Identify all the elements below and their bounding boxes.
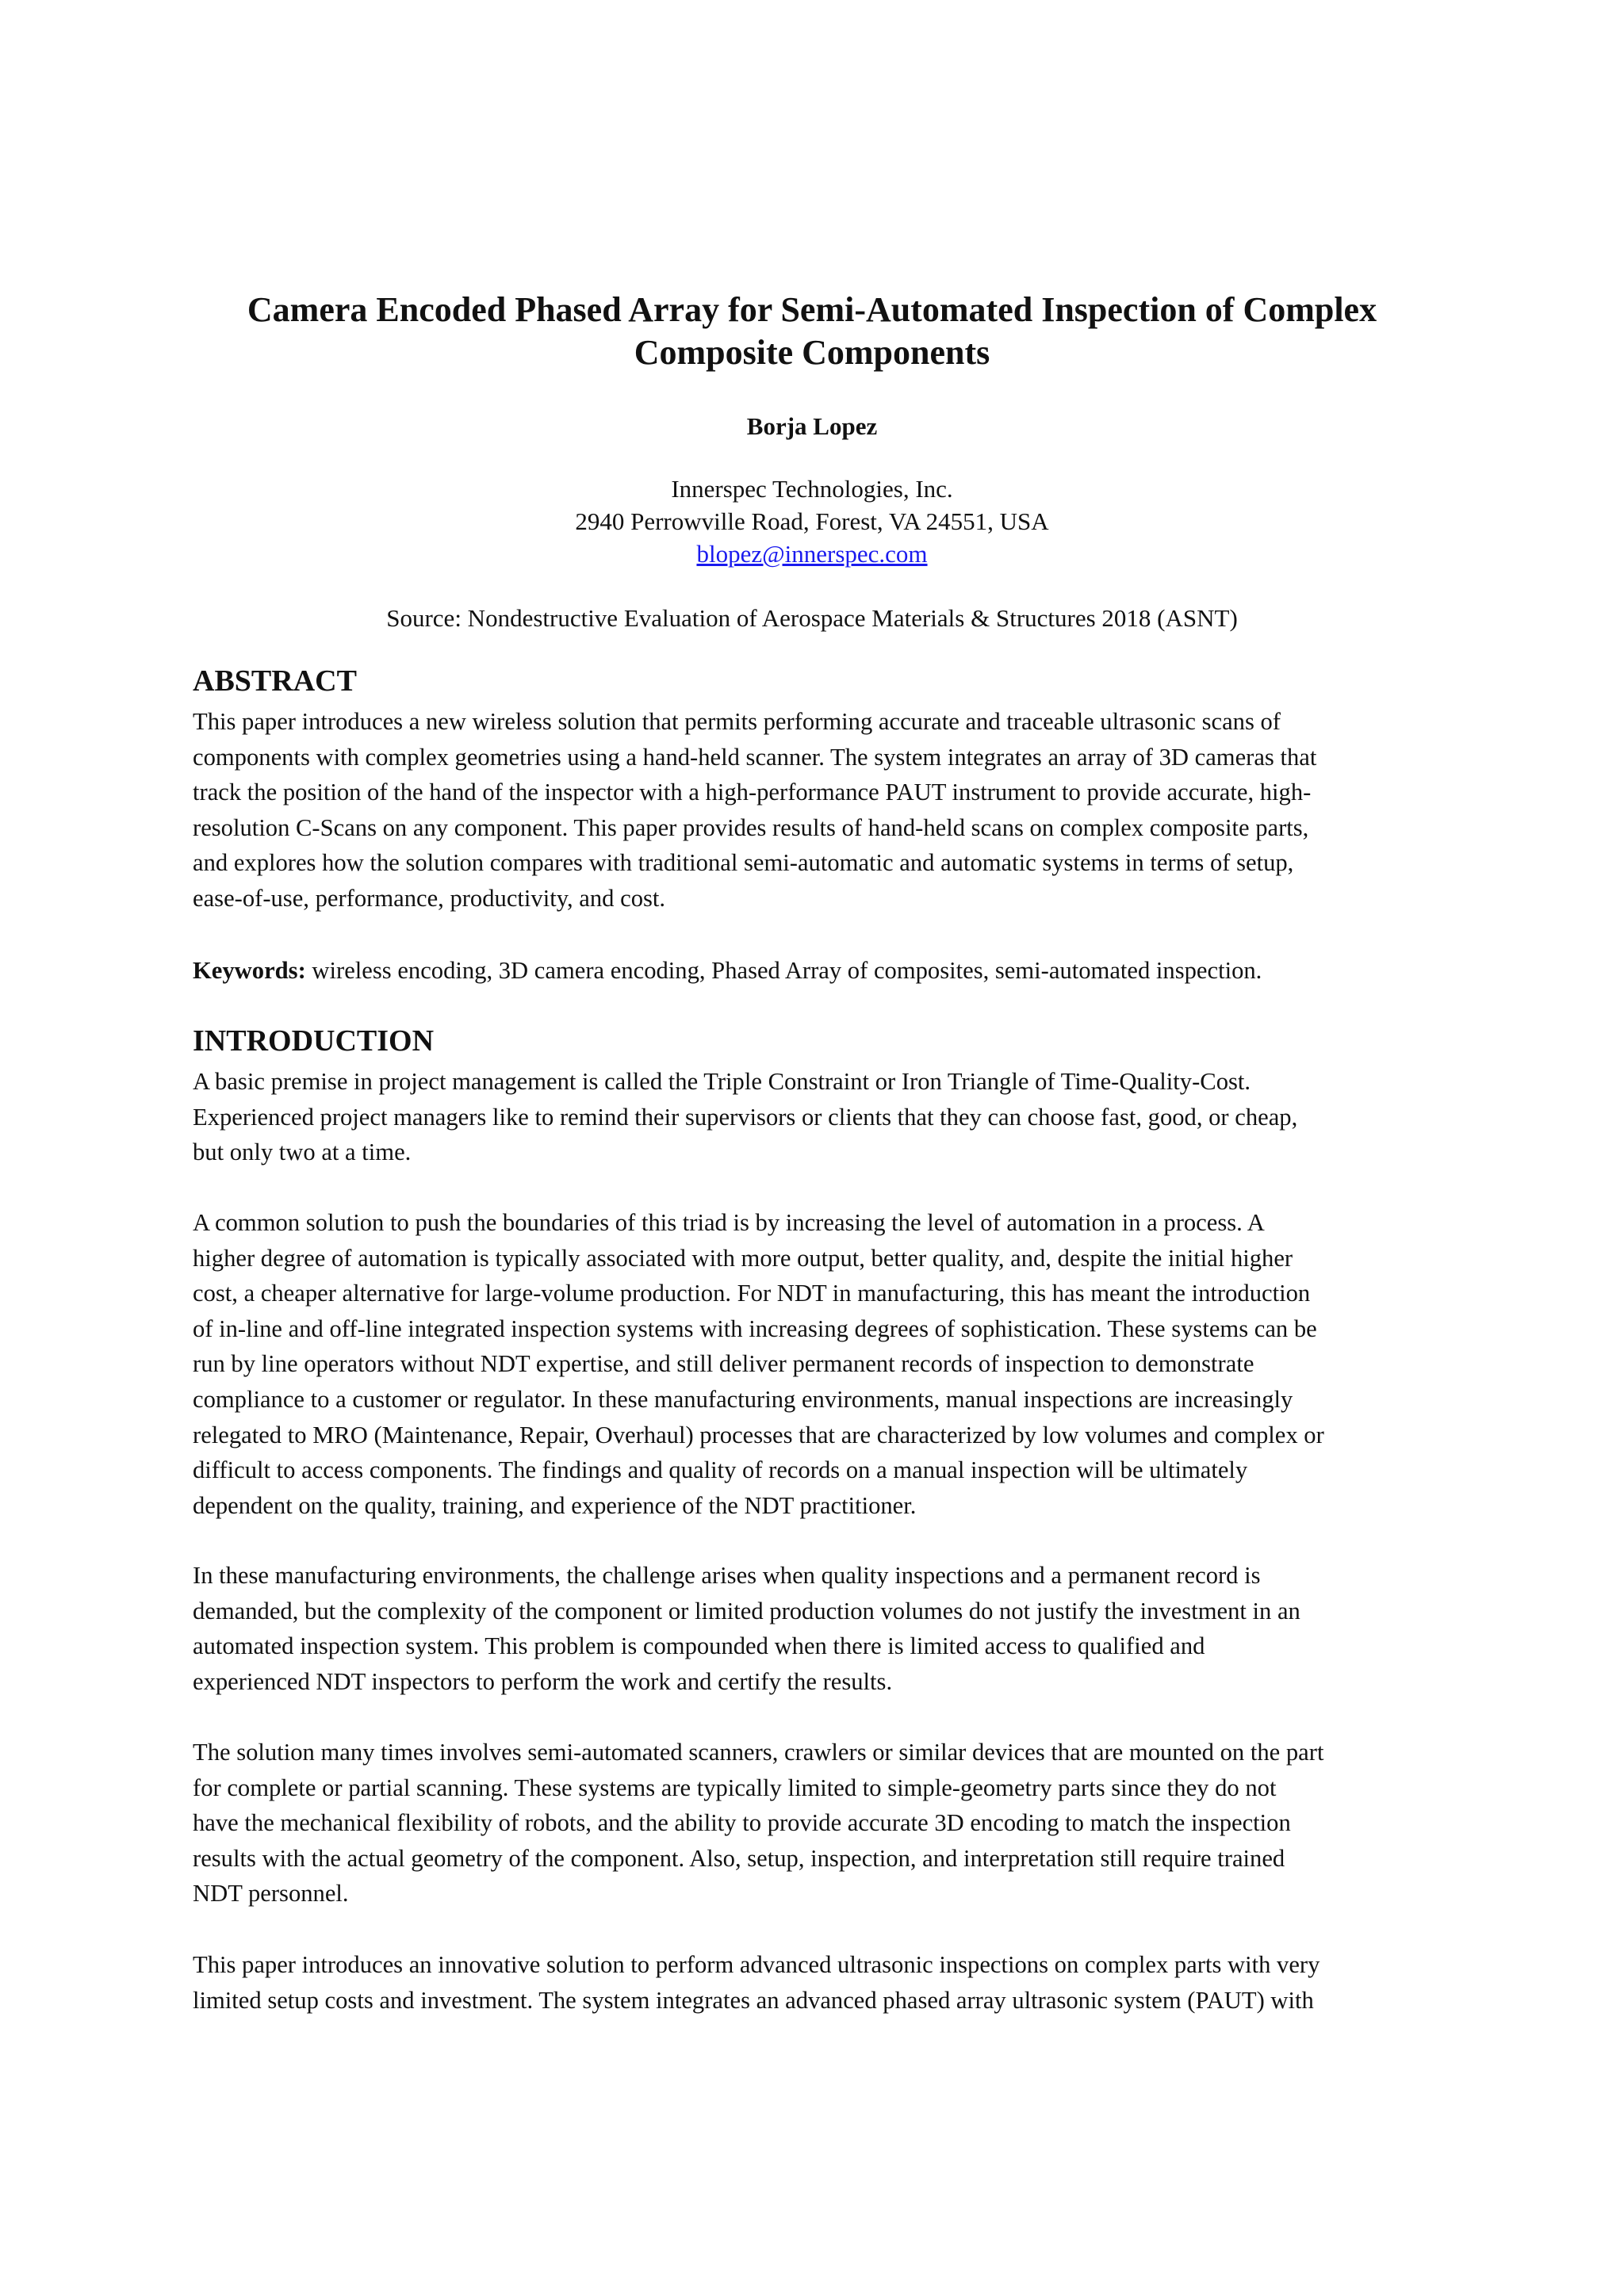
- intro-paragraph-2: [193, 1205, 1454, 1523]
- intro-line: experienced NDT inspectors to perform the work and certify the results.: [193, 1667, 893, 1695]
- intro-paragraph-4: [193, 1735, 1454, 1911]
- source-line: Source: Nondestructive Evaluation of Aerospace Materials & Structures 2018 (ASNT): [386, 604, 1238, 632]
- keywords-label: Keywords:: [193, 957, 306, 984]
- title-line-1: Camera Encoded Phased Array for Semi-Automated Inspection of Complex: [247, 290, 1377, 329]
- abstract-line: resolution C-Scans on any component. This paper provides results of hand-held scans on complex composite parts,: [193, 813, 1309, 841]
- abstract-paragraph: [193, 704, 1454, 916]
- intro-line: difficult to access components. The findings and quality of records on a manual inspection will be ultimately: [193, 1456, 1248, 1484]
- intro-line: This paper introduces an innovative solution to perform advanced ultrasonic inspections on complex parts with very: [193, 1951, 1320, 1978]
- intro-line: but only two at a time.: [193, 1138, 412, 1166]
- intro-line: automated inspection system. This problem is compounded when there is limited access to qualified and: [193, 1632, 1205, 1660]
- intro-paragraph-3: [193, 1558, 1454, 1699]
- abstract-line: ease-of-use, performance, productivity, and cost.: [193, 884, 666, 912]
- intro-line: NDT personnel.: [193, 1880, 349, 1908]
- abstract-heading: ABSTRACT: [193, 664, 357, 698]
- introduction-heading: INTRODUCTION: [193, 1024, 435, 1058]
- abstract-line: components with complex geometries using a hand-held scanner. The system integrates an array of 3D cameras that: [193, 743, 1317, 771]
- intro-line: of in-line and off-line integrated inspection systems with increasing degrees of sophistication. These systems can be: [193, 1314, 1317, 1342]
- author-name: Borja Lopez: [746, 412, 878, 440]
- intro-line: limited setup costs and investment. The system integrates an advanced phased array ultrasonic system (PAUT) with: [193, 1986, 1314, 2014]
- intro-line: Experienced project managers like to remind their supervisors or clients that they can choose fast, good, or cheap,: [193, 1103, 1298, 1131]
- author-email-link[interactable]: blopez@innerspec.com: [696, 540, 928, 568]
- intro-line: relegated to MRO (Maintenance, Repair, Overhaul) processes that are characterized by low volumes and complex or: [193, 1421, 1324, 1448]
- intro-line: dependent on the quality, training, and experience of the NDT practitioner.: [193, 1491, 917, 1519]
- abstract-line: track the position of the hand of the inspector with a high-performance PAUT instrument to provide accurate, high-: [193, 779, 1312, 806]
- intro-line: for complete or partial scanning. These systems are typically limited to simple-geometry parts since they do not: [193, 1774, 1277, 1801]
- intro-line: demanded, but the complexity of the component or limited production volumes do not justify the investment in an: [193, 1597, 1300, 1624]
- intro-line: A basic premise in project management is called the Triple Constraint or Iron Triangle of Time-Quality-Cost.: [193, 1068, 1251, 1095]
- abstract-line: This paper introduces a new wireless solution that permits performing accurate and traceable ultrasonic scans of: [193, 708, 1281, 735]
- affiliation-address: 2940 Perrowville Road, Forest, VA 24551, USA: [575, 507, 1049, 535]
- intro-line: run by line operators without NDT expertise, and still deliver permanent records of inspection to demonstrate: [193, 1350, 1254, 1378]
- paper-title: [159, 289, 1465, 374]
- intro-paragraph-5: [193, 1947, 1454, 2018]
- intro-line: have the mechanical flexibility of robots, and the ability to provide accurate 3D encoding to match the inspection: [193, 1809, 1291, 1837]
- keywords-paragraph: [193, 953, 1454, 989]
- affiliation-company: Innerspec Technologies, Inc.: [671, 475, 953, 503]
- title-line-2: Composite Components: [634, 333, 990, 372]
- intro-paragraph-1: [193, 1064, 1454, 1170]
- intro-line: higher degree of automation is typically associated with more output, better quality, and, despite the initial higher: [193, 1244, 1293, 1272]
- intro-line: cost, a cheaper alternative for large-volume production. For NDT in manufacturing, this has meant the introduction: [193, 1280, 1311, 1307]
- intro-line: The solution many times involves semi-automated scanners, crawlers or similar devices that are mounted on the part: [193, 1739, 1324, 1766]
- intro-line: results with the actual geometry of the component. Also, setup, inspection, and interpretation still require trained: [193, 1844, 1285, 1872]
- intro-line: compliance to a customer or regulator. In these manufacturing environments, manual inspections are increasingly: [193, 1385, 1293, 1413]
- abstract-line: and explores how the solution compares with traditional semi-automatic and automatic systems in terms of setup,: [193, 849, 1294, 877]
- intro-line: In these manufacturing environments, the challenge arises when quality inspections and a permanent record is: [193, 1562, 1261, 1589]
- intro-line: A common solution to push the boundaries of this triad is by increasing the level of automation in a process. A: [193, 1209, 1265, 1236]
- affiliation-block: [0, 473, 1624, 570]
- keywords-text: wireless encoding, 3D camera encoding, Phased Array of composites, semi-automated inspection.: [305, 957, 1262, 984]
